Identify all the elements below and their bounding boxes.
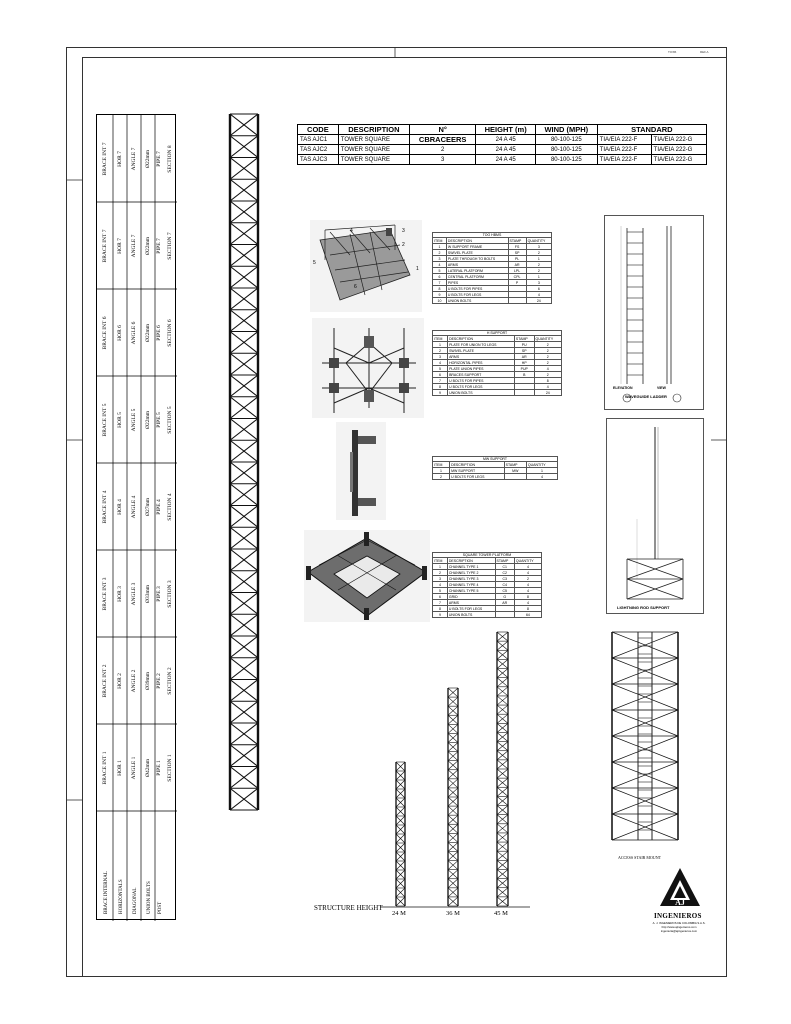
bom-cell: C4 xyxy=(495,582,514,588)
bom-header: ITEM xyxy=(433,462,450,468)
sections-table-cell: HOR 6 xyxy=(117,324,123,341)
bom-cell: 2 xyxy=(526,262,551,268)
bom-cell: 7 xyxy=(433,378,448,384)
bom-cell: 5 xyxy=(433,366,448,372)
bom-title: SQUARE TOWER PLATFORM xyxy=(432,552,542,557)
table-row xyxy=(298,145,707,155)
title-block-mark-1: TO/86 xyxy=(668,50,677,54)
bom-cell: 5 xyxy=(433,588,448,594)
bom-cell: U BOLTS FOR LEGS xyxy=(448,384,515,390)
code-table-cell-std2: TIA/EIA 222-G xyxy=(651,135,706,145)
sections-table-cell: BRACE INT 6 xyxy=(102,316,108,349)
sections-table-cell: PIPE 5 xyxy=(156,411,162,428)
bom-cell: FS xyxy=(508,244,526,250)
table-row xyxy=(298,155,707,165)
sections-table-cell: Ø22mm xyxy=(145,236,151,255)
waveguide-ladder-drawing xyxy=(605,216,703,409)
bom-cell: PL xyxy=(508,256,526,262)
bom-cell: CENTRAL PLATFORM xyxy=(446,274,508,280)
bom-cell: 8 xyxy=(534,378,561,384)
sections-table-cell: PIPE 7 xyxy=(156,150,162,167)
bom-cell: CHANNEL TYPE 3 xyxy=(447,576,495,582)
height-36m: 36 M xyxy=(446,910,460,917)
bom-cell: MW SUPPORT xyxy=(450,468,505,474)
bom-cell: 2 xyxy=(433,250,447,256)
bom-cell: 1 xyxy=(433,564,448,570)
sections-table-cell: SECTION 5 xyxy=(167,405,173,434)
antenna-support-bom xyxy=(432,232,552,304)
bom-cell: 6 xyxy=(433,274,447,280)
bom-cell: 64 xyxy=(514,612,541,618)
sections-table-cell: ANGLE 2 xyxy=(131,669,137,692)
bom-cell: UNION BOLTS xyxy=(446,298,508,304)
code-table-header: STANDARD xyxy=(597,125,706,135)
tower-elevation-drawing xyxy=(224,112,264,812)
bom-cell: SWIVEL PLATE xyxy=(446,250,508,256)
sections-table-cell: SECTION 3 xyxy=(167,579,173,608)
sections-table-cell: ANGLE 6 xyxy=(131,321,137,344)
bom-cell: MW xyxy=(504,468,526,474)
sections-table-cell: ANGLE 7 xyxy=(131,234,137,257)
bom-cell xyxy=(495,612,514,618)
bom-cell: 4 xyxy=(514,582,541,588)
bom-cell: U BOLTS FOR PIPES xyxy=(448,378,515,384)
bom-cell: 2 xyxy=(514,576,541,582)
lattice-tower xyxy=(396,762,405,906)
sections-table-cell: HOR 3 xyxy=(117,585,123,602)
bom-header: DESCRIPTION xyxy=(447,558,495,564)
waveguide-ladder-panel xyxy=(604,215,704,410)
code-table-cell-code: TAS AJC3 xyxy=(298,155,339,165)
bom-cell: C1 xyxy=(495,564,514,570)
sections-table-cell: BRACE INT 7 xyxy=(102,142,108,175)
bom-header: DESCRIPTION xyxy=(448,336,515,342)
bom-cell: 4 xyxy=(514,600,541,606)
bom-header: ITEM xyxy=(433,558,448,564)
bom-cell: 24 xyxy=(534,390,561,396)
lightning-rod-panel xyxy=(606,418,704,614)
company-logo xyxy=(658,866,702,912)
bom-cell: ARMS xyxy=(446,262,508,268)
bom-cell: 6 xyxy=(433,372,448,378)
bom-cell: ARMS xyxy=(448,354,515,360)
bom-cell: 6 xyxy=(526,286,551,292)
bom-cell: 4 xyxy=(514,564,541,570)
code-table-cell-h: 24 A 45 xyxy=(476,145,536,155)
sections-table-cell: HOR 7 xyxy=(117,237,123,254)
lightning-rod-caption: LIGHTNING ROD SUPPORT xyxy=(617,605,670,610)
table-row xyxy=(433,298,552,304)
code-table-cell-desc: TOWER SQUARE xyxy=(338,135,409,145)
bom-cell: CHANNEL TYPE 4 xyxy=(447,582,495,588)
bom-cell: 6 xyxy=(433,594,448,600)
bom-cell: U BOLTS FOR LEGS xyxy=(447,606,495,612)
code-table-cell-std1: TIA/EIA 222-F xyxy=(597,135,651,145)
bom-cell: 1 xyxy=(526,468,557,474)
bom-cell xyxy=(514,390,534,396)
code-table-header: N° xyxy=(409,125,475,135)
logo-line-2: http://www.ajingenieros.com xyxy=(661,925,697,929)
ladder-view-label: VIEW xyxy=(657,386,666,390)
bom-cell: U BOLTS FOR LEGS xyxy=(446,292,508,298)
square-platform-drawing xyxy=(304,530,430,622)
bom-title: TOO HBMS xyxy=(432,232,552,237)
bom-header: ITEM xyxy=(433,336,448,342)
bom-cell: AR xyxy=(495,600,514,606)
bom-header: ITEM xyxy=(433,238,447,244)
code-table-cell-std1: TIA/EIA 222-F xyxy=(597,155,651,165)
bom-cell: 2 xyxy=(534,360,561,366)
sections-table-cell: HOR 2 xyxy=(117,672,123,689)
bom-cell: C2 xyxy=(495,570,514,576)
bom-cell: 10 xyxy=(433,298,447,304)
bom-cell: C3 xyxy=(495,576,514,582)
bom-header: QUANTITY xyxy=(534,336,561,342)
table-row xyxy=(433,474,558,480)
bom-cell: 4 xyxy=(433,582,448,588)
code-table-cell-n: 2 xyxy=(409,145,475,155)
sections-table-cell: PIPE 2 xyxy=(156,672,162,689)
bom-cell: 4 xyxy=(526,292,551,298)
sections-table-cell: SECTION 6 xyxy=(167,318,173,347)
lattice-tower xyxy=(497,632,508,906)
bom-cell: 1 xyxy=(433,468,450,474)
bom-cell: 8 xyxy=(433,606,448,612)
code-table-cell-std2: TIA/EIA 222-G xyxy=(651,155,706,165)
sections-row-label: HORIZONTALS xyxy=(119,879,124,914)
bom-cell xyxy=(504,474,526,480)
callout-6: 6 xyxy=(354,284,357,290)
sections-table-cell: PIPE 3 xyxy=(156,585,162,602)
bom-cell: 4 xyxy=(433,262,447,268)
tower-code-table xyxy=(297,124,707,165)
sections-table-cell: Ø22mm xyxy=(145,149,151,168)
bom-cell: 2 xyxy=(534,342,561,348)
bom-cell: UNION BOLTS xyxy=(447,612,495,618)
structure-height-towers xyxy=(380,628,530,913)
bom-cell: CHANNEL TYPE 2 xyxy=(447,570,495,576)
sections-table xyxy=(96,114,176,920)
bom-header: STAMP xyxy=(514,336,534,342)
bom-cell: 3 xyxy=(433,576,448,582)
bom-cell: 2 xyxy=(526,250,551,256)
bom-cell: 4 xyxy=(534,366,561,372)
bom-cell: LATERAL PLATFORM xyxy=(446,268,508,274)
bom-cell: 3 xyxy=(433,256,447,262)
bom-title: H SUPPORT xyxy=(432,330,562,335)
bom-cell: 2 xyxy=(433,348,448,354)
mw-support-drawing xyxy=(336,422,386,520)
bom-cell: 4 xyxy=(534,384,561,390)
bom-cell: 8 xyxy=(433,286,447,292)
bom-cell: 1 xyxy=(526,256,551,262)
access-stair-caption: ACCESS STAIR MOUNT xyxy=(618,855,662,860)
bom-cell: 2 xyxy=(433,474,450,480)
bom-cell: PLATE THROUGH TO BOLTS xyxy=(446,256,508,262)
sections-table-cell: BRACE INT 2 xyxy=(102,664,108,697)
bom-cell: PLATE FOR UNION TO LEGS xyxy=(448,342,515,348)
bom-cell: 8 xyxy=(514,594,541,600)
callout-4: 4 xyxy=(350,228,353,234)
bom-cell: 2 xyxy=(534,348,561,354)
sections-table-cell: BRACE INT 4 xyxy=(102,490,108,523)
bom-cell: U BOLTS FOR PIPES xyxy=(446,286,508,292)
bom-header: DESCRIPTION xyxy=(450,462,505,468)
bom-header: STAMP xyxy=(495,558,514,564)
sections-row-label: POST xyxy=(158,901,163,914)
structure-height-label: STRUCTURE HEIGHT xyxy=(314,904,383,912)
code-table-header: WIND (MPH) xyxy=(535,125,597,135)
bom-cell: PU xyxy=(514,342,534,348)
sections-table-cell: Ø22mm xyxy=(145,410,151,429)
bom-cell: BRACES SUPPORT xyxy=(448,372,515,378)
sections-table-cell: PIPE 7 xyxy=(156,237,162,254)
table-row xyxy=(433,612,542,618)
bom-cell: PLATE UNION PIPES xyxy=(448,366,515,372)
bom-header: STAMP xyxy=(508,238,526,244)
sections-table-cell: ANGLE 4 xyxy=(131,495,137,518)
table-row xyxy=(433,390,562,396)
sections-table-cell: Ø33mm xyxy=(145,584,151,603)
sections-table-cell: HOR 1 xyxy=(117,759,123,776)
access-stair-drawing xyxy=(604,628,686,846)
sections-table-cell: BRACE INT 5 xyxy=(102,403,108,436)
bom-cell: CHANNEL TYPE 5 xyxy=(447,588,495,594)
bom-cell: 2 xyxy=(534,354,561,360)
bom-cell: SWIVEL PLATE xyxy=(448,348,515,354)
bom-cell: W SUPPORT FRAME xyxy=(446,244,508,250)
title-block-mark-2: REF.A xyxy=(700,50,709,54)
ladder-elevation-label: ELEVATION xyxy=(613,386,633,390)
bom-header: QUANTITY xyxy=(526,238,551,244)
code-table-cell-std1: TIA/EIA 222-F xyxy=(597,145,651,155)
sections-table-cell: ANGLE 3 xyxy=(131,582,137,605)
code-table-cell-code: TAS AJC1 xyxy=(298,135,339,145)
code-table-cell-desc: TOWER SQUARE xyxy=(338,145,409,155)
bom-cell: ARMS xyxy=(447,600,495,606)
bom-cell: HP xyxy=(514,360,534,366)
bom-cell: 9 xyxy=(433,390,448,396)
bom-cell: PIPES xyxy=(446,280,508,286)
code-table-cell-code: TAS AJC2 xyxy=(298,145,339,155)
code-table-cell-n: CBRACEERS xyxy=(409,135,475,145)
bom-cell: CPL xyxy=(508,274,526,280)
bom-cell: 3 xyxy=(526,244,551,250)
sections-table-cell: SECTION 8 xyxy=(167,144,173,173)
bom-cell: 24 xyxy=(526,298,551,304)
sections-table-cell: PIPE 4 xyxy=(156,498,162,515)
code-table-cell-n: 3 xyxy=(409,155,475,165)
bom-cell: 5 xyxy=(433,268,447,274)
sections-table-cell: ANGLE 1 xyxy=(131,756,137,779)
bom-header: QUANTITY xyxy=(526,462,557,468)
bom-cell: P xyxy=(508,280,526,286)
sections-table-cell: Ø39mm xyxy=(145,671,151,690)
bom-cell: HORIZONTAL PIPES xyxy=(448,360,515,366)
bom-title: MW SUPPORT xyxy=(432,456,558,461)
bom-cell: 9 xyxy=(433,292,447,298)
bom-cell: 7 xyxy=(433,280,447,286)
code-table-header: CODE xyxy=(298,125,339,135)
h-support-drawing xyxy=(312,318,424,418)
bom-header: QUANTITY xyxy=(514,558,541,564)
h-support-bom xyxy=(432,330,562,396)
bom-cell: 8 xyxy=(514,606,541,612)
sections-table-cell: BRACE INT 7 xyxy=(102,229,108,262)
height-45m: 45 M xyxy=(494,910,508,917)
code-table-cell-wind: 80-100-125 xyxy=(535,155,597,165)
code-table-header: DESCRIPTION xyxy=(338,125,409,135)
bom-cell: U BOLTS FOR LEGS xyxy=(450,474,505,480)
bom-header: STAMP xyxy=(504,462,526,468)
bom-cell: 4 xyxy=(433,360,448,366)
bom-cell: 1 xyxy=(433,244,447,250)
bom-cell: 4 xyxy=(514,588,541,594)
sections-table-cell: HOR 4 xyxy=(117,498,123,515)
bom-cell: GRID xyxy=(447,594,495,600)
bom-cell: CHANNEL TYPE 1 xyxy=(447,564,495,570)
lattice-tower xyxy=(612,632,678,840)
code-table-cell-std2: TIA/EIA 222-G xyxy=(651,145,706,155)
sections-table-cell: ANGLE 5 xyxy=(131,408,137,431)
bom-header: DESCRIPTION xyxy=(446,238,508,244)
callout-5: 5 xyxy=(313,260,316,266)
sections-row-label: BRACE INTERNAL xyxy=(104,871,109,914)
lattice-tower xyxy=(448,688,458,906)
bom-cell: AR xyxy=(508,262,526,268)
sections-table-cell: SECTION 7 xyxy=(167,231,173,260)
mw-support-bom xyxy=(432,456,558,480)
callout-2: 2 xyxy=(402,242,405,248)
sections-table-cell: HOR 7 xyxy=(117,150,123,167)
bom-cell: 4 xyxy=(514,570,541,576)
bom-cell: SP xyxy=(514,348,534,354)
callout-1: 1 xyxy=(416,266,419,272)
sections-table-cell: Ø42mm xyxy=(145,758,151,777)
code-table-cell-h: 24 A 45 xyxy=(476,135,536,145)
bom-cell xyxy=(508,298,526,304)
bom-cell: G xyxy=(495,594,514,600)
bom-cell: 2 xyxy=(534,372,561,378)
bom-cell: UNION BOLTS xyxy=(448,390,515,396)
code-table-cell-wind: 80-100-125 xyxy=(535,135,597,145)
bom-cell: C5 xyxy=(495,588,514,594)
sections-table-cell: PIPE 1 xyxy=(156,759,162,776)
bom-cell: 1 xyxy=(433,342,448,348)
sections-table-cell: SECTION 2 xyxy=(167,666,173,695)
bom-cell: 8 xyxy=(433,384,448,390)
sections-row-label: DIAGONAL xyxy=(133,887,138,914)
sections-row-label: UNION BOLTS xyxy=(147,881,152,914)
sections-table-cell: SECTION 1 xyxy=(167,753,173,782)
bom-cell: B xyxy=(514,372,534,378)
bom-cell: 1 xyxy=(526,274,551,280)
logo-line-3: ingenieria@ajingenieros.com xyxy=(660,929,698,933)
antenna-support-drawing xyxy=(310,220,422,312)
lightning-rod-drawing xyxy=(607,419,703,613)
bom-cell: 3 xyxy=(433,354,448,360)
bom-cell: AR xyxy=(514,354,534,360)
sections-table-cell: BRACE INT 1 xyxy=(102,751,108,784)
sections-table-cell: SECTION 4 xyxy=(167,492,173,521)
bom-cell: PUP xyxy=(514,366,534,372)
bom-cell: LPL xyxy=(508,268,526,274)
height-24m: 24 M xyxy=(392,910,406,917)
bom-cell: 3 xyxy=(526,280,551,286)
bom-cell: 2 xyxy=(526,268,551,274)
logo-letters: AJ xyxy=(675,898,685,907)
sections-table-cell: ANGLE 7 xyxy=(131,147,137,170)
code-table-cell-desc: TOWER SQUARE xyxy=(338,155,409,165)
sections-table-cell: Ø22mm xyxy=(145,323,151,342)
code-table-cell-h: 24 A 45 xyxy=(476,155,536,165)
bom-cell: 7 xyxy=(433,600,448,606)
logo-name: INGENIEROS xyxy=(654,912,702,920)
code-table-header: HEIGHT (m) xyxy=(476,125,536,135)
bom-cell: 2 xyxy=(433,570,448,576)
bom-cell: 9 xyxy=(433,612,448,618)
ladder-caption: WAVEGUIDE LADDER xyxy=(625,394,667,399)
bom-cell: 4 xyxy=(526,474,557,480)
square-platform-bom xyxy=(432,552,542,618)
sections-table-cell: BRACE INT 3 xyxy=(102,577,108,610)
logo-line-1: A. J. INGENIEROS DE COLOMBIA S.A.S. xyxy=(652,921,706,925)
bom-cell: SP xyxy=(508,250,526,256)
lattice-tower xyxy=(230,114,258,810)
callout-3: 3 xyxy=(402,228,405,234)
code-table-cell-wind: 80-100-125 xyxy=(535,145,597,155)
sections-table-cell: PIPE 6 xyxy=(156,324,162,341)
sections-table-cell: HOR 5 xyxy=(117,411,123,428)
sections-table-cell: Ø27mm xyxy=(145,497,151,516)
table-row xyxy=(298,135,707,145)
